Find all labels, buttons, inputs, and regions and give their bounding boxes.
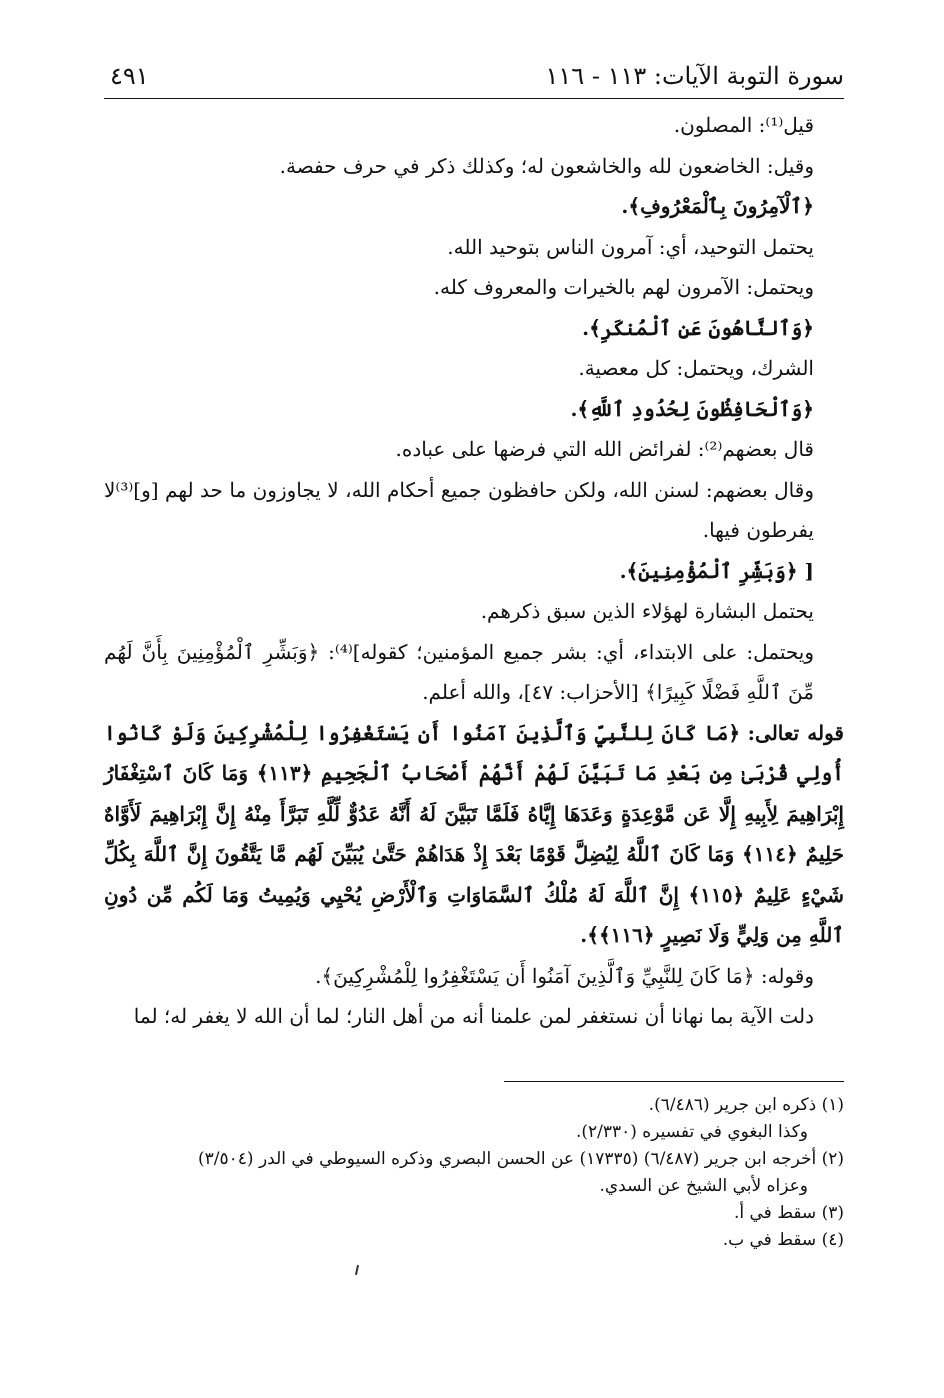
footnote-continuation: وعزاه لأبي الشيخ عن السدي.: [599, 1175, 808, 1196]
paragraph: الشرك، ويحتمل: كل معصية.: [578, 356, 814, 380]
paragraph: وقيل: الخاضعون لله والخاشعون له؛ وكذلك ذكر في حرف حفصة.: [279, 153, 814, 178]
paragraph: وقال بعضهم: لسنن الله، ولكن حافظون جميع أحكام الله، لا يجاوزون ما حد لهم [و]⁽³⁾لا يفرطون فيها.: [104, 477, 814, 542]
paragraph: وقوله: ﴿مَا كَانَ لِلنَّبِيِّ وَٱلَّذِينَ آمَنُوا أَن يَسْتَغْفِرُوا لِلْمُشْرِكِينَ﴾.: [315, 963, 814, 988]
footnote-continuation: وكذا البغوي في تفسيره (٢/٣٣٠).: [575, 1121, 808, 1142]
paragraph: ويحتمل: على الابتداء، أي: بشر جميع المؤمنين؛ كقوله]⁽⁴⁾: ﴿وَبَشِّرِ ٱلْمُؤْمِنِينَ بِأَنَّ لَهُم مِّنَ ٱللَّهِ فَضْلًا كَبِيرًا﴾ [الأحزاب: ٤٧]، والله أعلم.: [104, 639, 814, 704]
footnote: (٣) سقط في أ.: [733, 1202, 844, 1223]
running-header: [104, 58, 844, 94]
paragraph: قيل⁽¹⁾: المصلون.: [673, 113, 814, 137]
quran-quote: ﴿وَٱلنَّاهُونَ عَنِ ٱلْمُنكَرِ﴾.: [582, 315, 814, 340]
footnote: (٢) أخرجه ابن جرير (٦/٤٨٧) (١٧٣٣٥) عن الحسن البصري وذكره السيوطي في الدر (٣/٥٠٤): [198, 1148, 844, 1169]
quran-quote: ﴿وَٱلْحَافِظُونَ لِحُدُودِ ٱللَّهِ﴾.: [570, 396, 814, 421]
verse-block: [104, 713, 844, 956]
paragraph: قال بعضهم⁽²⁾: لفرائض الله التي فرضها على عباده.: [395, 437, 814, 461]
paragraph: دلت الآية بما نهانا أن نستغفر لمن علمنا أنه من أهل النار؛ لما أن الله لا يغفر له؛ لما: [133, 1004, 814, 1028]
quran-quote: ﴿ٱلْآمِرُونَ بِٱلْمَعْرُوفِ﴾.: [621, 194, 814, 218]
header-rule: [104, 98, 844, 99]
page-number: ٤٩١: [110, 62, 149, 90]
paragraph: يحتمل التوحيد، أي: آمرون الناس بتوحيد الله.: [447, 234, 814, 259]
quran-quote: [ ﴿وَبَشِّرِ ٱلْمُؤْمِنِينَ﴾.: [619, 558, 814, 583]
footnotes: [104, 1092, 844, 1254]
paragraph: يحتمل البشارة لهؤلاء الذين سبق ذكرهم.: [480, 599, 814, 623]
footnote-separator: [504, 1081, 844, 1082]
main-text: [104, 105, 844, 1037]
paragraph: ويحتمل: الآمرون لهم بالخيرات والمعروف كله.: [433, 275, 814, 299]
verse-lead: قوله تعالى:: [747, 720, 844, 745]
verse-text: ﴿مَا كَانَ لِلنَّبِيِّ وَٱلَّذِينَ آمَنُوا أَن يَسْتَغْفِرُوا لِلْمُشْرِكِينَ وَلَوْ كَانُوا أُولِي قُرْبَىٰ مِن بَعْدِ مَا تَبَيَّنَ لَهُمْ أَنَّهُمْ أَصْحَابُ ٱلْجَحِيمِ ﴿١١٣﴾ وَمَا كَانَ ٱسْتِغْفَارُ إِبْرَاهِيمَ لِأَبِيهِ إِلَّا عَن مَّوْعِدَةٍ وَعَدَهَا إِيَّاهُ فَلَمَّا تَبَيَّنَ لَهُ أَنَّهُ عَدُوٌّ لِّلَّهِ تَبَرَّأَ مِنْهُ إِنَّ إِبْرَاهِيمَ لَأَوَّاهٌ حَلِيمٌ ﴿١١٤﴾ وَمَا كَانَ ٱللَّهُ لِيُضِلَّ قَوْمًا بَعْدَ إِذْ هَدَاهُمْ حَتَّىٰ يُبَيِّنَ لَهُم مَّا يَتَّقُونَ إِنَّ ٱللَّهَ بِكُلِّ شَيْءٍ عَلِيمٌ ﴿١١٥﴾ إِنَّ ٱللَّهَ لَهُ مُلْكُ ٱلسَّمَاوَاتِ وَٱلْأَرْضِ يُحْيِي وَيُمِيتُ وَمَا لَكُم مِّن دُونِ ٱللَّهِ مِن وَلِيٍّ وَلَا نَصِيرٍ ﴿١١٦﴾﴾.: [104, 720, 844, 947]
header-title: سورة التوبة الآيات: ١١٣ - ١١٦: [545, 62, 844, 90]
footnote: (٤) سقط في ب.: [722, 1229, 844, 1250]
stray-mark: [355, 1265, 359, 1275]
footnote: (١) ذكره ابن جرير (٦/٤٨٦).: [648, 1094, 844, 1115]
